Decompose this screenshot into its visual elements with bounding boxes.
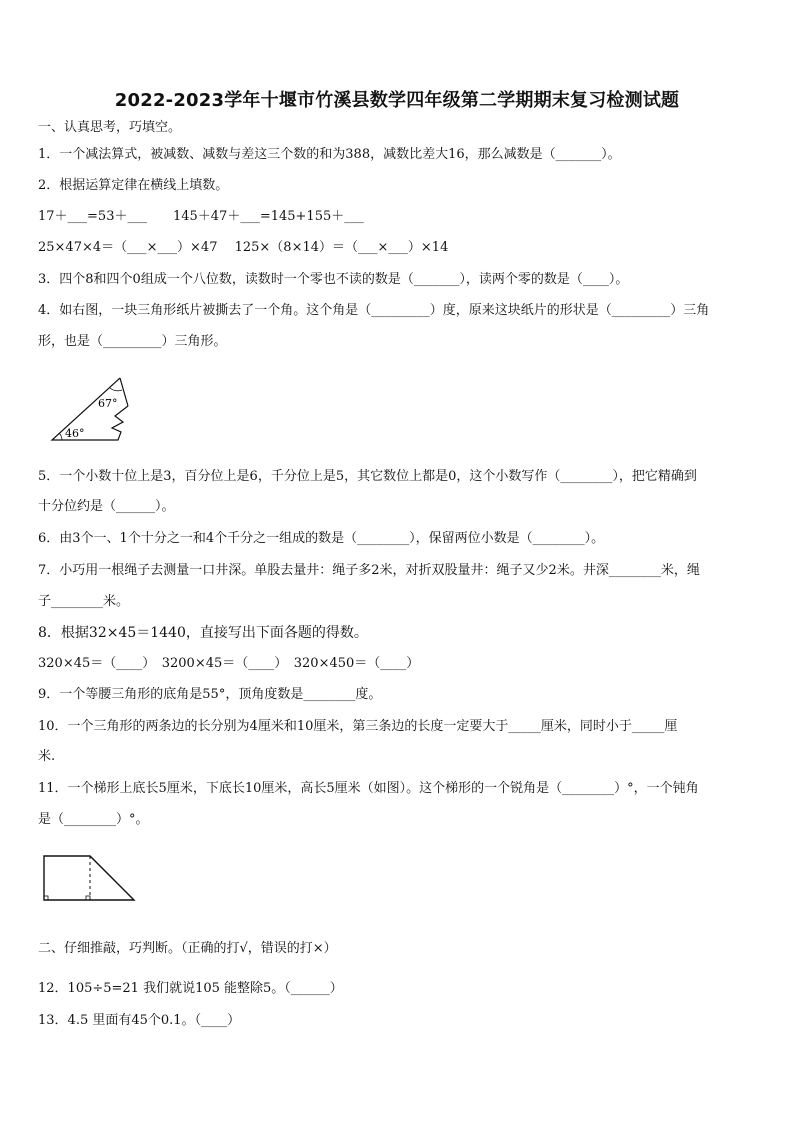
trapezoid-outline: [44, 856, 134, 900]
question-4-line-1: 4．如右图，一块三角形纸片被撕去了一个角。这个角是（_________）度，原来这块纸片的形状是（_________）三角: [38, 303, 710, 318]
question-2-row-2: 25×47×4＝（___×___）×47 125×（8×14）＝（___×___）×14: [38, 240, 449, 255]
question-12: 12．105÷5=21 我们就说105 能整除5。（______）: [38, 981, 343, 996]
question-2-row-1: 17＋___=53＋___ 145＋47＋___=145+155＋___: [38, 209, 364, 224]
question-6: 6．由3个一、1个十分之一和4个千分之一组成的数是（________），保留两位小数是（________）。: [38, 531, 605, 546]
question-7-line-1: 7．小巧用一根绳子去测量一口井深。单股去量井：绳子多2米，对折双股量井：绳子又少2米。井深________米，绳: [38, 563, 700, 578]
question-5-line-1: 5．一个小数十位上是3，百分位上是6，千分位上是5，其它数位上都是0，这个小数写作（________），把它精确到: [38, 469, 697, 484]
trapezoid-figure: [40, 852, 140, 906]
section-1-heading: 一、认真思考，巧填空。: [38, 120, 182, 135]
triangle-right-edge: [120, 378, 128, 406]
angle-label-top: 67°: [98, 397, 118, 410]
question-5-line-2: 十分位约是（______）。: [38, 499, 175, 514]
angle-arc-bottom: [59, 433, 62, 440]
question-11-line-2: 是（________）°。: [38, 812, 149, 827]
question-13: 13．4.5 里面有45个0.1。（____）: [38, 1013, 241, 1028]
angle-label-bottom: 46°: [65, 427, 85, 440]
question-1: 1．一个减法算式，被减数、减数与差这三个数的和为388，减数比差大16，那么减数是（_______）。: [38, 147, 621, 162]
question-8: 8．根据32×45＝1440，直接写出下面各题的得数。: [38, 625, 368, 641]
section-2-heading: 二、仔细推敲，巧判断。（正确的打√，错误的打×）: [38, 941, 337, 956]
question-3: 3．四个8和四个0组成一个八位数，读数时一个零也不读的数是（_______），读两个零的数是（____）。: [38, 272, 629, 287]
question-7-line-2: 子________米。: [38, 594, 130, 609]
page-title: 2022-2023学年十堰市竹溪县数学四年级第二学期期末复习检测试题: [114, 90, 680, 111]
question-10-line-1: 10．一个三角形的两条边的长分别为4厘米和10厘米，第三条边的长度一定要大于_____厘米，同时小于_____厘: [38, 719, 678, 734]
question-10-line-2: 米.: [38, 749, 56, 764]
question-4-line-2: 形，也是（_________）三角形。: [38, 334, 227, 349]
question-2: 2．根据运算定律在横线上填数。: [38, 178, 229, 193]
angle-arc-top: [110, 388, 122, 391]
question-11-line-1: 11．一个梯形上底长5厘米，下底长10厘米，高长5厘米（如图）。这个梯形的一个锐角是（________）°，一个钝角: [38, 781, 699, 796]
question-9: 9．一个等腰三角形的底角是55°，顶角度数是________度。: [38, 687, 382, 702]
question-8-row: 320×45＝（____） 3200×45＝（____） 320×450＝（____）: [38, 656, 420, 671]
torn-triangle-figure: [48, 370, 138, 446]
